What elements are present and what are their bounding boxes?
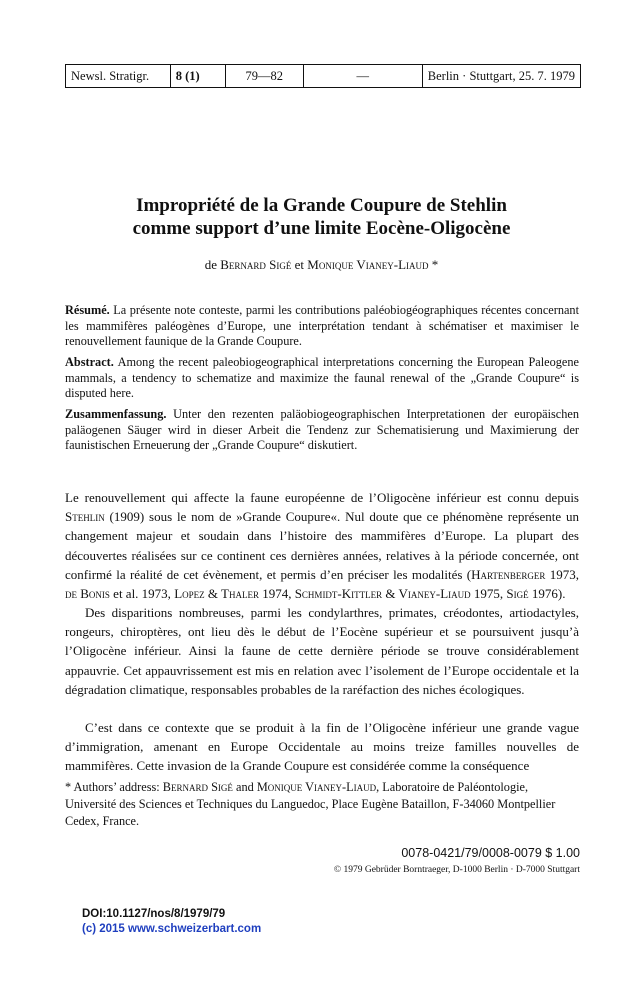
paper-title-line-2: comme support d’une limite Eocène-Oligocène xyxy=(132,218,511,239)
price-code: 0078-0421/79/0008-0079 $ 1.00 xyxy=(401,846,580,860)
volume: 8 (1) xyxy=(171,65,226,87)
zusammenfassung-text: Unter den rezenten paläobiogeographischen Interpretationen der europäischen paläogenen Säuger wird in dieser Arbeit die Tendenz zur Schematisierung und Maximierung der faunistischen Erneuerung der „Grande Coupure“ diskutiert. xyxy=(65,407,579,452)
publisher-copyright: © 1979 Gebrüder Borntraeger, D-1000 Berlin · D-7000 Stuttgart xyxy=(333,865,580,875)
paper-title-line-1: Impropriété de la Grande Coupure de Stehlin xyxy=(136,195,507,216)
copyright-link[interactable]: (c) 2015 www.schweizerbart.com xyxy=(82,923,262,935)
p1-text-g: 1976). xyxy=(528,586,566,602)
resume-block xyxy=(65,303,579,350)
footnote-text-c: , Laboratoire de Paléontologie, Université des Sciences et Techniques du Languedoc, Place Eugène Bataillon, F-34060 Montpellier Cedex, France. xyxy=(65,780,556,828)
ref-de-bonis: de Bonis xyxy=(65,586,110,602)
ref-hartenberger: Hartenberger xyxy=(471,566,546,582)
ref-lopez-thaler: Lopez & Thaler xyxy=(174,586,259,602)
author-prefix: de xyxy=(204,257,221,272)
author-1: Bernard Sigé xyxy=(220,257,292,272)
footnote xyxy=(65,779,579,830)
p1-text-d: et al. 1973, xyxy=(109,586,175,602)
zusammenfassung-block xyxy=(65,407,579,454)
resume-label: Résumé. xyxy=(65,303,110,317)
place-date: Berlin · Stuttgart, 25. 7. 1979 xyxy=(427,68,575,83)
abstract-block xyxy=(65,355,579,402)
footnote-text-a: * Authors’ address: xyxy=(65,780,163,794)
footnote-author-2: Monique Vianey-Liaud xyxy=(256,780,377,794)
author-2: Monique Vianey-Liaud xyxy=(307,257,429,272)
ref-schmidt-kittler: Schmidt-Kittler & Vianey-Liaud xyxy=(294,586,471,602)
body-paragraph-2: Des disparitions nombreuses, parmi les condylarthres, primates, créodontes, artiodactyles, rongeurs, chiroptères, ont lieu dès le début de l’Eocène supérieur et se poursuivent jusqu’à l’Oligocène inférieur. Ainsi la faune de cette dernière période se trouve considérablement appauvrie. Cet appauvrissement est mis en relation avec l’isolement de l’Europe occidentale et la dégradation climatique, responsables probables de la raréfaction des niches écologiques. xyxy=(65,605,579,697)
p1-text-a: Le renouvellement qui affecte la faune européenne de l’Oligocène inférieur est connu depuis xyxy=(65,490,579,505)
footnote-text-b: and xyxy=(232,780,257,794)
journal-name: Newsl. Stratigr. xyxy=(66,65,171,87)
page-range: 79—82 xyxy=(226,65,304,87)
p1-text-e: 1974, xyxy=(258,586,295,602)
ref-sige: Sigé xyxy=(506,586,529,602)
doi-block xyxy=(82,907,261,937)
author-line xyxy=(0,257,643,273)
abstract-label: Abstract. xyxy=(65,355,114,369)
footnote-author-1: Bernard Sigé xyxy=(162,780,233,794)
doi: DOI:10.1127/nos/8/1979/79 xyxy=(82,908,226,920)
ref-stehlin: Stehlin xyxy=(65,509,105,525)
footnote-mark: * xyxy=(428,257,439,272)
author-conjunction: et xyxy=(291,257,308,272)
p1-text-f: 1975, xyxy=(470,586,507,602)
resume-text: La présente note conteste, parmi les contributions paléobiogéographiques récentes concernant les mammifères paléogènes d’Europe, une interprétation tendant à schématiser et maximiser le renouvellement faunique de la Grande Coupure. xyxy=(65,303,579,348)
abstract-text: Among the recent paleobiogeographical interpretations concerning the European Paleogene mammals, a tendency to schematize and maximize the faunal renewal of the „Grande Coupure“ is disputed here. xyxy=(65,355,579,400)
p1-text-b: (1909) sous le nom de »Grande Coupure«. Nul doute que ce phénomène représente un changement majeur et soudain dans l’histoire des mammifères d’Europe. La plupart des découvertes réalisées sur ce continent ces dernières années, relatives à la période concernée, ont confirmé la réalité de cet évènement, et permis d’en préciser les modalités ( xyxy=(65,509,579,582)
body-paragraph-1 xyxy=(65,488,579,603)
header-table xyxy=(65,64,581,88)
header-dash: — xyxy=(304,65,423,87)
zusammenfassung-label: Zusammenfassung. xyxy=(65,407,167,421)
body-paragraph-3: C’est dans ce contexte que se produit à la fin de l’Oligocène inférieur une grande vague d’immigration, amenant en Europe Occidentale au moins treize familles nouvelles de mammifères. Cette invasion de la Grande Coupure est considérée comme la conséquence xyxy=(65,720,579,774)
p1-text-c: 1973, xyxy=(545,566,580,582)
